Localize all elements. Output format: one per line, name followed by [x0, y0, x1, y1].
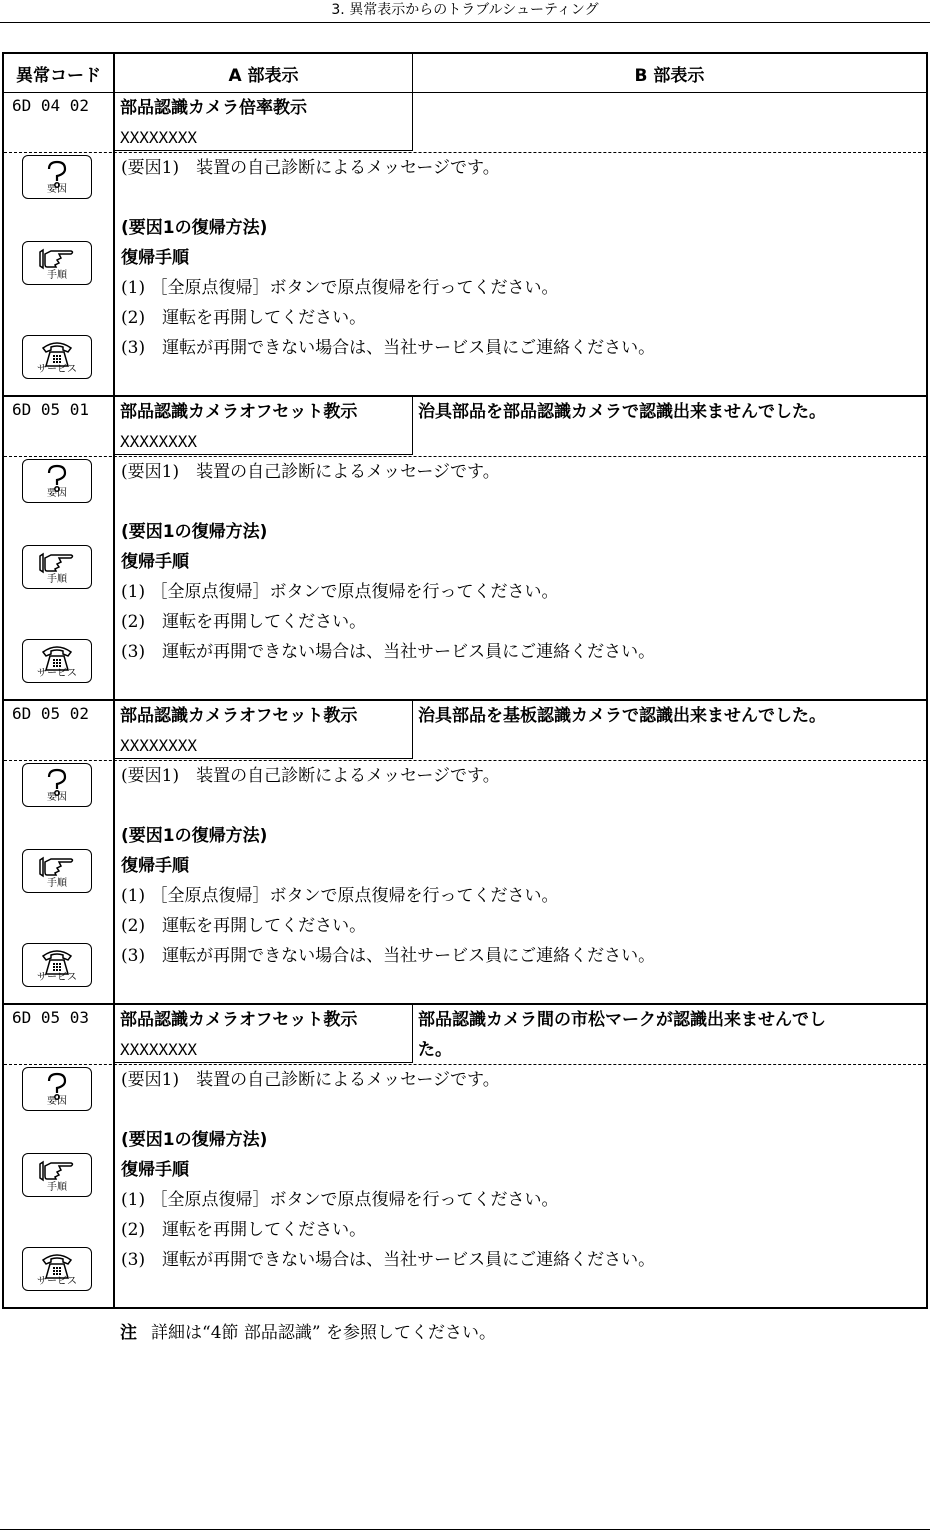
body-line: (要因1の復帰方法) [121, 826, 268, 846]
service-icon-label: サービス [37, 668, 77, 679]
body-line: 復帰手順 [121, 552, 189, 572]
a-display [115, 1005, 413, 1063]
body-line: (要因1の復帰方法) [121, 522, 268, 542]
error-code: 6D 05 02 [4, 701, 115, 761]
body-line: (要因1) 装置の自己診断によるメッセージです。 [121, 766, 500, 786]
a-display-line2: XXXXXXXX [120, 432, 198, 451]
entry-display-row [4, 397, 926, 457]
body-line: (3) 運転が再開できない場合は、当社サービス員にご連絡ください。 [121, 946, 656, 966]
cause-icon-label: 要因 [47, 184, 67, 195]
entry-display-row [4, 1005, 926, 1065]
entry-body-row [4, 1065, 926, 1307]
body-line: (要因1) 装置の自己診断によるメッセージです。 [121, 462, 500, 482]
header-error-code: 異常コード [4, 54, 115, 92]
dashed-divider [4, 152, 926, 153]
cause-icon [22, 763, 92, 807]
a-display-line1: 部品認識カメラオフセット教示 [120, 1010, 358, 1030]
body-line: 復帰手順 [121, 1160, 189, 1180]
procedure-icon [22, 545, 92, 589]
entry-display-row [4, 701, 926, 761]
a-display [115, 397, 413, 455]
body-line: 復帰手順 [121, 248, 189, 268]
body-line [121, 1095, 926, 1125]
dashed-divider [4, 1064, 926, 1065]
procedure-icon-label: 手順 [47, 878, 67, 889]
entry-display-row [4, 93, 926, 153]
a-display-line1: 部品認識カメラ倍率教示 [120, 98, 307, 118]
page-header: 3. 異常表示からのトラブルシューティング [0, 0, 930, 23]
body-line: (1) ［全原点復帰］ボタンで原点復帰を行ってください。 [121, 278, 559, 298]
procedure-icon-label: 手順 [47, 270, 67, 281]
procedure-icon-label: 手順 [47, 574, 67, 585]
cause-icon [22, 155, 92, 199]
body-line: (要因1) 装置の自己診断によるメッセージです。 [121, 1070, 500, 1090]
body-line: (要因1の復帰方法) [121, 1130, 268, 1150]
entry-body-text [115, 1065, 926, 1307]
procedure-icon [22, 849, 92, 893]
body-line: (要因1) 装置の自己診断によるメッセージです。 [121, 158, 500, 178]
b-display-line2: た。 [418, 1040, 452, 1060]
a-display-line2: XXXXXXXX [120, 128, 198, 147]
cause-icon [22, 459, 92, 503]
procedure-icon [22, 241, 92, 285]
b-display-line1: 治具部品を基板認識カメラで認識出来ませんでした。 [418, 706, 826, 726]
cause-icon-label: 要因 [47, 792, 67, 803]
footer-divider [0, 1529, 930, 1530]
service-icon-label: サービス [37, 364, 77, 375]
body-line: (1) ［全原点復帰］ボタンで原点復帰を行ってください。 [121, 1190, 559, 1210]
a-display-line1: 部品認識カメラオフセット教示 [120, 402, 358, 422]
body-line: (3) 運転が再開できない場合は、当社サービス員にご連絡ください。 [121, 642, 656, 662]
a-display-line2: XXXXXXXX [120, 736, 198, 755]
entry-body-row [4, 457, 926, 699]
service-icon [22, 335, 92, 379]
icon-column [4, 153, 115, 395]
header-a-display: A 部表示 [115, 54, 413, 92]
error-entry [4, 93, 926, 397]
entry-body-text [115, 153, 926, 395]
footnote [120, 1318, 496, 1343]
cause-icon-label: 要因 [47, 1096, 67, 1107]
b-display [413, 1005, 926, 1065]
table-header-row [4, 54, 926, 93]
error-code-table [2, 52, 928, 1309]
dashed-divider [4, 760, 926, 761]
error-entry [4, 1005, 926, 1307]
body-line: (2) 運転を再開してください。 [121, 916, 367, 936]
procedure-icon-label: 手順 [47, 1182, 67, 1193]
note-label: 注 [120, 1323, 137, 1343]
procedure-icon [22, 1153, 92, 1197]
service-icon [22, 1247, 92, 1291]
body-line: (1) ［全原点復帰］ボタンで原点復帰を行ってください。 [121, 582, 559, 602]
service-icon [22, 639, 92, 683]
body-line [121, 487, 926, 517]
body-line: (要因1の復帰方法) [121, 218, 268, 238]
entry-body-row [4, 761, 926, 1003]
dashed-divider [4, 456, 926, 457]
icon-column [4, 761, 115, 1003]
icon-column [4, 1065, 115, 1307]
entry-body-row [4, 153, 926, 395]
body-line [121, 791, 926, 821]
b-display [413, 93, 926, 153]
error-entry [4, 701, 926, 1005]
entry-body-text [115, 761, 926, 1003]
icon-column [4, 457, 115, 699]
error-code: 6D 04 02 [4, 93, 115, 153]
note-text: 詳細は“4節 部品認識” を参照してください。 [151, 1323, 497, 1343]
service-icon [22, 943, 92, 987]
error-entry [4, 397, 926, 701]
body-line: (1) ［全原点復帰］ボタンで原点復帰を行ってください。 [121, 886, 559, 906]
b-display [413, 701, 926, 761]
body-line: (3) 運転が再開できない場合は、当社サービス員にご連絡ください。 [121, 1250, 656, 1270]
error-code: 6D 05 03 [4, 1005, 115, 1065]
body-line [121, 183, 926, 213]
a-display-line2: XXXXXXXX [120, 1040, 198, 1059]
error-code: 6D 05 01 [4, 397, 115, 457]
service-icon-label: サービス [37, 972, 77, 983]
entry-body-text [115, 457, 926, 699]
a-display [115, 93, 413, 151]
body-line: 復帰手順 [121, 856, 189, 876]
body-line: (3) 運転が再開できない場合は、当社サービス員にご連絡ください。 [121, 338, 656, 358]
a-display [115, 701, 413, 759]
body-line: (2) 運転を再開してください。 [121, 308, 367, 328]
b-display [413, 397, 926, 457]
body-line: (2) 運転を再開してください。 [121, 612, 367, 632]
a-display-line1: 部品認識カメラオフセット教示 [120, 706, 358, 726]
b-display-line1: 治具部品を部品認識カメラで認識出来ませんでした。 [418, 402, 826, 422]
service-icon-label: サービス [37, 1276, 77, 1287]
header-b-display: B 部表示 [634, 65, 705, 86]
body-line: (2) 運転を再開してください。 [121, 1220, 367, 1240]
cause-icon [22, 1067, 92, 1111]
cause-icon-label: 要因 [47, 488, 67, 499]
b-display-line1: 部品認識カメラ間の市松マークが認識出来ませんでし [418, 1010, 826, 1030]
